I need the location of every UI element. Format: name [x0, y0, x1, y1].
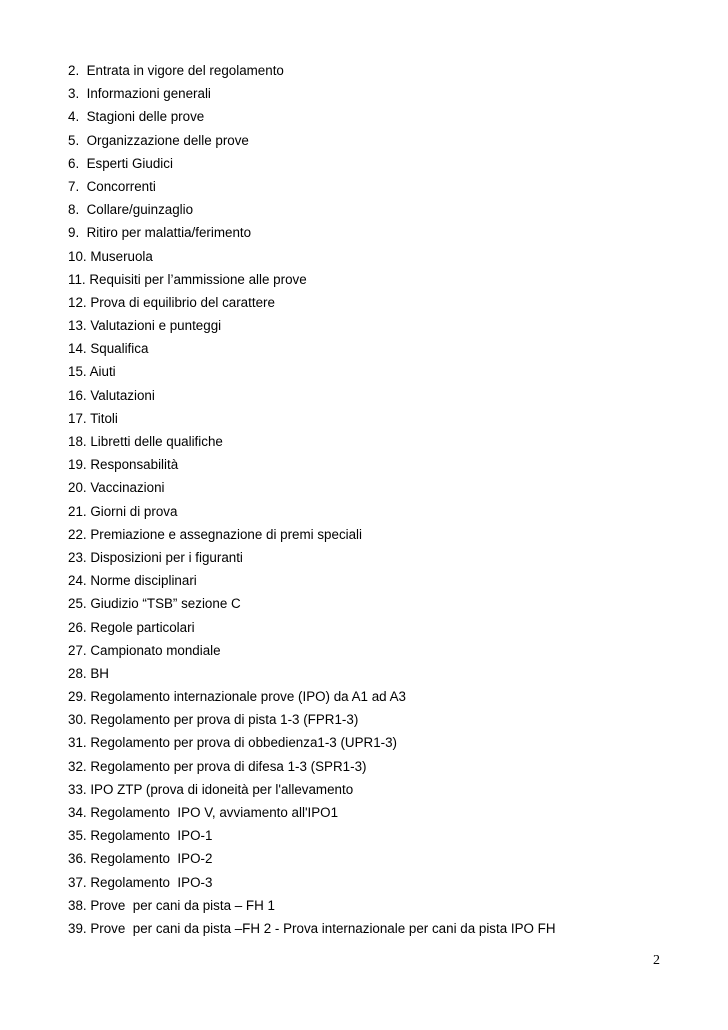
- toc-item-18: 18. Libretti delle qualifiche: [68, 434, 223, 449]
- toc-item-17: 17. Titoli: [68, 410, 118, 426]
- toc-item-26: 26. Regole particolari: [68, 619, 195, 635]
- toc-item-2: 2. Entrata in vigore del regolamento: [68, 63, 284, 78]
- toc-item-14: 14. Squalifica: [68, 341, 149, 357]
- page-number: 2: [653, 953, 660, 968]
- toc-item-35: 35. Regolamento IPO-1: [68, 828, 213, 844]
- toc-item-25: 25. Giudizio “TSB” sezione C: [68, 596, 241, 612]
- toc-item-30: 30. Regolamento per prova di pista 1-3 (FPR1-3): [68, 712, 359, 728]
- table-of-contents: [68, 59, 556, 940]
- toc-item-19: 19. Responsabilità: [68, 457, 179, 473]
- toc-item-6: 6. Esperti Giudici: [68, 155, 173, 171]
- toc-item-23: 23. Disposizioni per i figuranti: [68, 549, 243, 565]
- toc-item-34: 34. Regolamento IPO V, avviamento all'IPO1: [68, 805, 339, 820]
- toc-item-11: 11. Requisiti per l’ammissione alle prove: [68, 271, 307, 287]
- toc-item-4: 4. Stagioni delle prove: [68, 109, 205, 125]
- toc-item-22: 22. Premiazione e assegnazione di premi speciali: [68, 526, 363, 542]
- toc-item-31: 31. Regolamento per prova di obbedienza1-3 (UPR1-3): [68, 735, 398, 751]
- toc-item-9: 9. Ritiro per malattia/ferimento: [68, 225, 252, 241]
- toc-item-8: 8. Collare/guinzaglio: [68, 202, 194, 218]
- toc-item-24: 24. Norme disciplinari: [68, 573, 197, 589]
- toc-item-33: 33. IPO ZTP (prova di idoneità per l'allevamento: [68, 781, 354, 797]
- toc-item-7: 7. Concorrenti: [68, 178, 156, 194]
- toc-item-37: 37. Regolamento IPO-3: [68, 874, 213, 890]
- toc-item-13: 13. Valutazioni e punteggi: [68, 318, 222, 334]
- toc-item-20: 20. Vaccinazioni: [68, 480, 165, 496]
- toc-item-10: 10. Museruola: [68, 248, 153, 264]
- toc-item-15: 15. Aiuti: [68, 364, 116, 380]
- toc-item-38: 38. Prove per cani da pista – FH 1: [68, 897, 275, 913]
- toc-item-36: 36. Regolamento IPO-2: [68, 851, 213, 867]
- toc-item-28: 28. BH: [68, 665, 109, 681]
- toc-item-29: 29. Regolamento internazionale prove (IPO) da A1 ad A3: [68, 689, 406, 705]
- toc-item-27: 27. Campionato mondiale: [68, 642, 221, 658]
- toc-item-16: 16. Valutazioni: [68, 387, 155, 403]
- toc-item-39: 39. Prove per cani da pista –FH 2 - Prova internazionale per cani da pista IPO FH: [68, 920, 556, 936]
- toc-item-5: 5. Organizzazione delle prove: [68, 132, 249, 148]
- toc-item-3: 3. Informazioni generali: [68, 86, 211, 102]
- toc-item-32: 32. Regolamento per prova di difesa 1-3 (SPR1-3): [68, 758, 367, 774]
- toc-item-21: 21. Giorni di prova: [68, 503, 178, 519]
- toc-item-12: 12. Prova di equilibrio del carattere: [68, 294, 275, 310]
